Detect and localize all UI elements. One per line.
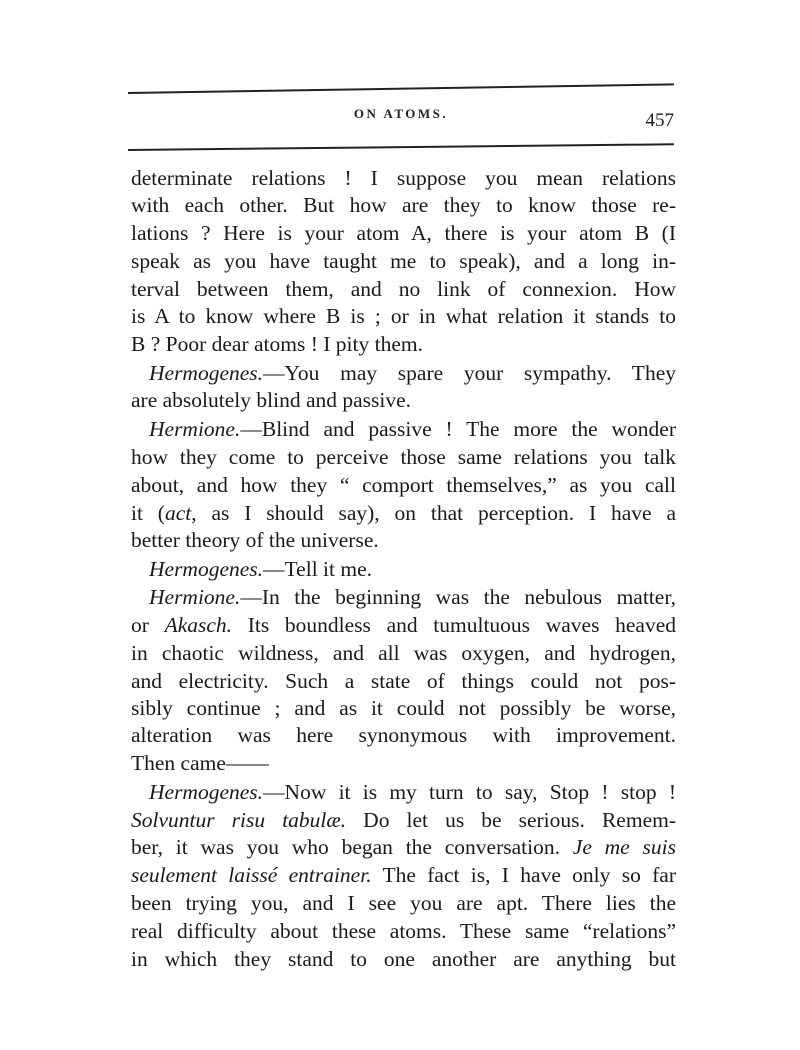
text-line [131, 219, 676, 247]
text-line [131, 639, 676, 667]
italic-text: Je me suis [572, 835, 676, 859]
italic-text: Solvuntur risu tabulæ. [131, 808, 347, 832]
text-segment: terval between them, and no link of connexion. How [131, 277, 676, 301]
text-line [131, 806, 676, 834]
text-line [131, 833, 676, 861]
text-line [131, 667, 676, 695]
text-segment: and electricity. Such a state of things could not pos- [131, 669, 676, 693]
italic-text: act [164, 501, 192, 525]
text-segment: speak as you have taught me to speak), and a long in- [131, 249, 676, 273]
text-segment: determinate relations ! I suppose you mean relations [131, 166, 676, 190]
text-segment: sibly continue ; and as it could not possibly be worse, [131, 696, 676, 720]
text-segment: is A to know where B is ; or in what relation it stands to [131, 304, 676, 328]
text-line [131, 302, 676, 330]
text-segment: how they come to perceive those same relations you talk [131, 445, 676, 469]
header-rule-bottom [128, 143, 674, 151]
running-title: ON ATOMS. [353, 106, 449, 121]
text-segment: lations ? Here is your atom A, there is your atom B (I [131, 221, 676, 245]
text-line [131, 721, 676, 749]
text-segment: about, and how they “ comport themselves,” as you call [131, 473, 676, 497]
text-line [131, 861, 676, 889]
italic-text: seulement laissé entrainer. [131, 863, 372, 887]
text-line [131, 917, 676, 945]
text-segment: —Tell it me. [263, 557, 373, 581]
text-line [131, 889, 676, 917]
text-line [131, 499, 676, 527]
text-line [131, 164, 676, 192]
text-line [131, 583, 676, 611]
italic-text: Hermogenes. [149, 780, 264, 804]
italic-text: Akasch. [164, 613, 233, 637]
text-segment: better theory of the universe. [131, 528, 379, 552]
text-segment: in chaotic wildness, and all was oxygen, and hydrogen, [131, 641, 676, 665]
text-segment: real difficulty about these atoms. These same “relations” [131, 919, 676, 943]
text-segment: Its boundless and tumultuous waves heaved [232, 613, 676, 637]
italic-text: Hermogenes. [149, 361, 264, 385]
page-number: 457 [645, 110, 674, 131]
text-line [131, 945, 676, 973]
text-line [131, 415, 676, 443]
text-line [131, 191, 676, 219]
text-line [131, 330, 676, 358]
italic-text: Hermogenes. [149, 557, 264, 581]
italic-text: Hermione. [149, 585, 241, 609]
text-line [131, 247, 676, 275]
text-segment: it ( [131, 501, 165, 525]
text-segment: in which they stand to one another are anything but [131, 947, 676, 971]
text-segment: , as I should say), on that perception. I have a [191, 501, 676, 525]
text-line [131, 386, 676, 414]
text-segment: Do let us be serious. Remem- [346, 808, 676, 832]
text-line [131, 555, 676, 583]
running-header [128, 104, 674, 134]
text-segment: been trying you, and I see you are apt. There lies the [131, 891, 676, 915]
text-segment: —You may spare your sympathy. They [263, 361, 676, 385]
text-line [131, 471, 676, 499]
text-line [131, 611, 676, 639]
text-segment: —In the beginning was the nebulous matter, [240, 585, 676, 609]
text-segment: Then came—— [131, 751, 269, 775]
header-rule-top [128, 83, 674, 94]
text-segment: ber, it was you who began the conversation. [131, 835, 573, 859]
text-line [131, 275, 676, 303]
text-segment: or [131, 613, 165, 637]
text-line [131, 778, 676, 806]
text-segment: are absolutely blind and passive. [131, 388, 412, 412]
text-segment: with each other. But how are they to know those re- [131, 193, 676, 217]
text-segment: alteration was here synonymous with improvement. [131, 723, 676, 747]
text-segment: B ? Poor dear atoms ! I pity them. [131, 332, 423, 356]
text-line [131, 694, 676, 722]
text-line [131, 749, 676, 777]
text-segment: —Now it is my turn to say, Stop ! stop ! [263, 780, 676, 804]
text-line [131, 526, 676, 554]
text-line [131, 359, 676, 387]
text-line [131, 443, 676, 471]
text-segment: The fact is, I have only so far [371, 863, 676, 887]
text-segment: —Blind and passive ! The more the wonder [240, 417, 676, 441]
italic-text: Hermione. [149, 417, 241, 441]
